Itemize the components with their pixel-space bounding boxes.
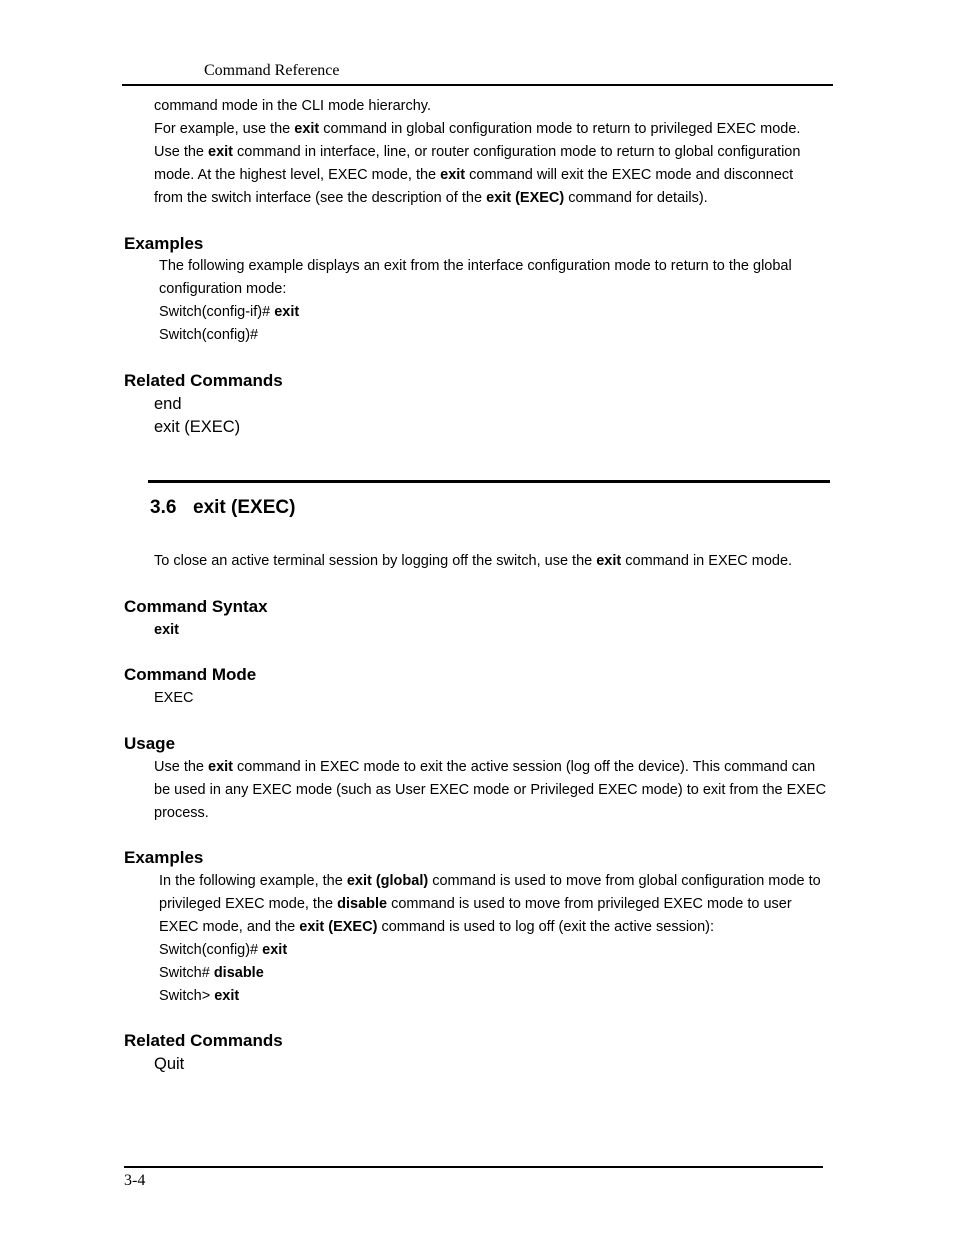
- header-rule: [122, 84, 833, 86]
- example-command: Switch(config-if)# exit: [159, 304, 300, 320]
- section-number: 3.6: [150, 497, 177, 518]
- examples-body: [159, 255, 849, 347]
- section-rule: [148, 480, 830, 483]
- page-number: 3-4: [124, 1172, 146, 1189]
- related-command-item: Quit: [154, 1055, 185, 1073]
- intro-line: Use the exit command in interface, line, or router configuration mode to return to global configuration: [154, 144, 801, 160]
- usage-line: be used in any EXEC mode (such as User EXEC mode or Privileged EXEC mode) to exit from the EXEC: [154, 782, 827, 798]
- example-command: Switch(config)#: [159, 327, 259, 343]
- example-command: Switch# disable: [159, 965, 264, 981]
- section-title: [150, 497, 295, 519]
- intro-paragraph: [154, 95, 844, 210]
- running-header: Command Reference: [204, 62, 340, 79]
- section-description: To close an active terminal session by logging off the switch, use the exit command in EXEC mode.: [154, 553, 793, 569]
- intro-line: from the switch interface (see the description of the exit (EXEC) command for details).: [154, 190, 708, 206]
- related-commands-list: [154, 393, 240, 439]
- command-mode-heading: Command Mode: [124, 665, 257, 684]
- usage-line: Use the exit command in EXEC mode to exit the active session (log off the device). This command can: [154, 759, 816, 775]
- intro-line: command mode in the CLI mode hierarchy.: [154, 98, 431, 114]
- examples-body: [159, 870, 849, 1008]
- intro-line: mode. At the highest level, EXEC mode, the exit command will exit the EXEC mode and disconnect: [154, 167, 794, 183]
- usage-heading: Usage: [124, 734, 176, 753]
- examples-heading: Examples: [124, 234, 204, 253]
- related-commands-heading: Related Commands: [124, 371, 283, 390]
- example-text: configuration mode:: [159, 281, 287, 297]
- section-title-text: exit (EXEC): [193, 497, 296, 518]
- footer-rule: [124, 1166, 823, 1168]
- usage-body: [154, 756, 844, 825]
- example-text: In the following example, the exit (global) command is used to move from global configuration mode to: [159, 873, 821, 889]
- example-command: Switch> exit: [159, 988, 240, 1004]
- command-syntax-value: exit: [154, 622, 179, 638]
- example-text: privileged EXEC mode, the disable command is used to move from privileged EXEC mode to user: [159, 896, 792, 912]
- related-command-item: end: [154, 395, 182, 413]
- example-text: The following example displays an exit from the interface configuration mode to return to the global: [159, 258, 792, 274]
- related-command-item: exit (EXEC): [154, 418, 241, 436]
- examples-heading: Examples: [124, 848, 204, 867]
- command-mode-value: EXEC: [154, 690, 194, 706]
- related-commands-list: [154, 1053, 184, 1076]
- intro-line: For example, use the exit command in global configuration mode to return to privileged EXEC mode.: [154, 121, 801, 137]
- related-commands-heading: Related Commands: [124, 1031, 283, 1050]
- example-command: Switch(config)# exit: [159, 942, 288, 958]
- command-syntax-heading: Command Syntax: [124, 597, 268, 616]
- example-text: EXEC mode, and the exit (EXEC) command is used to log off (exit the active session):: [159, 919, 715, 935]
- usage-line: process.: [154, 805, 209, 821]
